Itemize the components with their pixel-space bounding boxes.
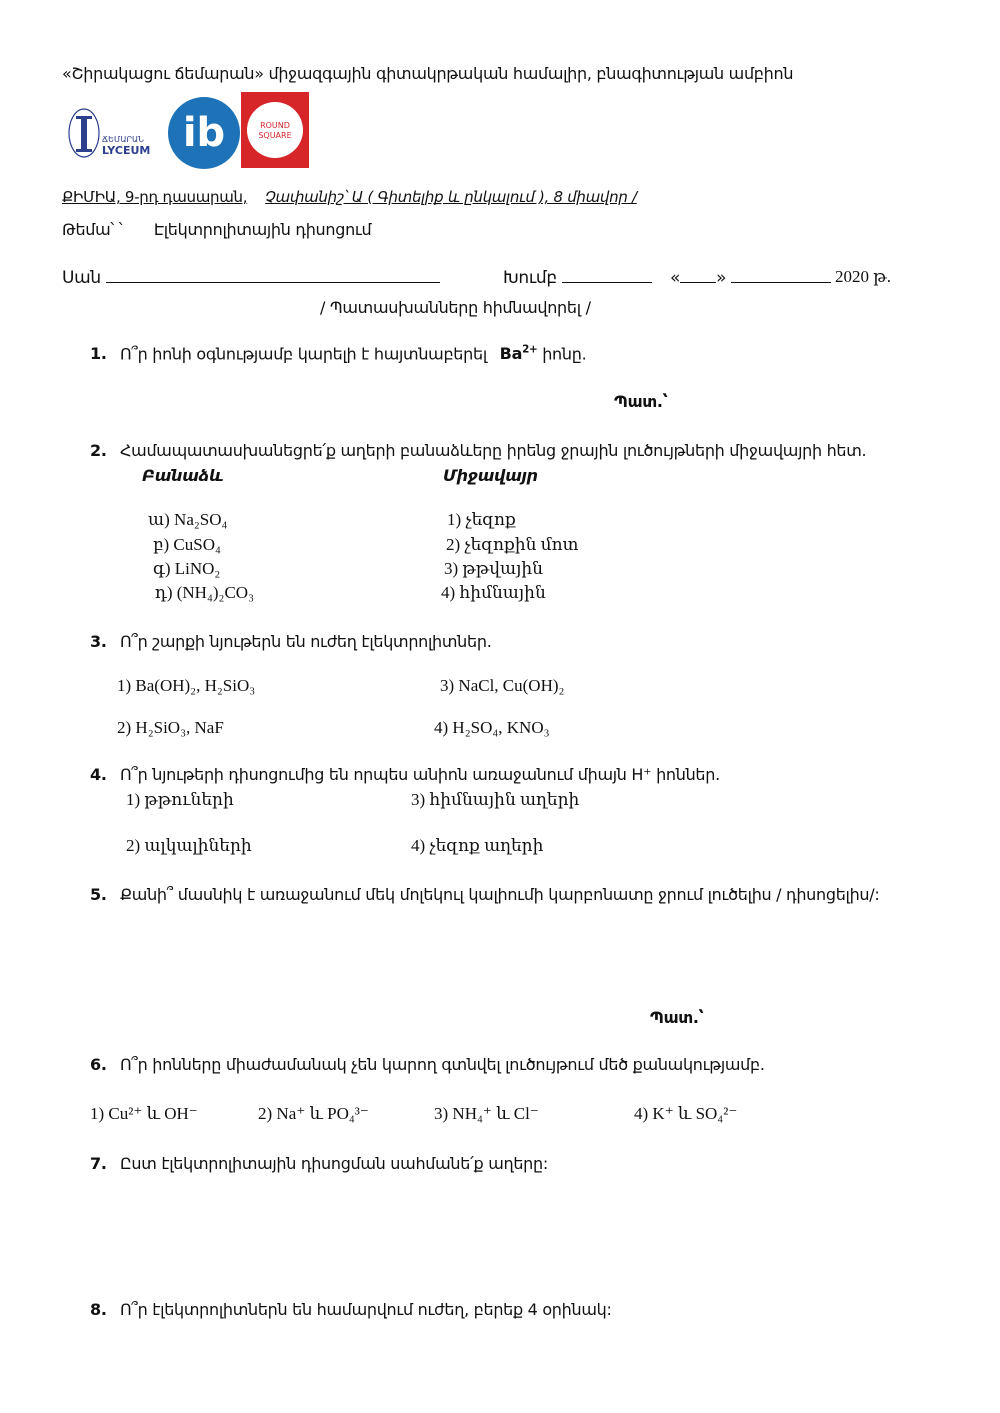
q4-option[interactable]: 3) հիմնային աղերի [411,790,580,809]
name-input-line[interactable] [106,268,440,283]
lyceum-logo [66,106,166,160]
date-field-row [670,268,831,288]
q5-text: Քանի՞ մասնիկ է առաջանում մեկ մոլեկուլ կալիումի կարբոնատը ջրում լուծելիս / դիսոցելիս/: [120,885,880,904]
lyceum-name: ՃԵՄԱՐԱՆ [102,135,144,144]
question-8 [90,1300,612,1319]
q2-col1-header: Բանաձև [142,466,224,485]
q2-formula: դ) (NH₄)₂CO₃ [155,583,255,602]
q3-option[interactable]: 2) H₂SiO₃, NaF [117,718,224,737]
q8-text: Ո՞ր էլեկտրոլիտներն են համարվում ուժեղ, բերեք 4 օրինակ: [120,1300,612,1319]
q2-text: Համապատասխանեցրե՛ք աղերի բանաձևերը իրենց ջրային լուծույթների միջավայրի հետ. [120,441,867,460]
q1-number: 1. [90,344,107,364]
name-label: Սան [62,268,101,288]
q2-medium: 3) թթվային [444,559,543,578]
q2-formula: ա) Na₂SO₄ [148,510,228,529]
ib-logo [167,96,241,170]
q6-option[interactable]: 1) Cu²⁺ և OH⁻ [90,1104,198,1123]
q2-number: 2. [90,441,107,460]
q5-number: 5. [90,885,107,904]
q7-number: 7. [90,1154,107,1173]
question-1 [90,344,586,363]
round-square-text-1: ROUND [260,121,290,130]
month-input-line[interactable] [731,268,831,283]
lyceum-en: LYCEUM [102,144,151,157]
q8-number: 8. [90,1300,107,1319]
q5-answer-label: Պատ.՝ [650,1008,704,1027]
q6-option[interactable]: 4) K⁺ և SO₄²⁻ [634,1104,738,1123]
q2-medium: 1) չեզոք [447,510,516,529]
q6-number: 6. [90,1055,107,1074]
date-close: » [716,268,727,288]
criterion-text: Չափանիշ՝ Ա ( Գիտելիք և ընկալում ), 8 միավոր / [265,188,637,206]
q4-number: 4. [90,765,107,784]
q1-answer-label: Պատ.՝ [614,392,668,411]
topic: Էլեկտրոլիտային դիսոցում [153,220,372,239]
q2-formula: բ) CuSO₄ [153,535,221,554]
question-5 [90,885,879,904]
ib-text: ib [182,110,226,156]
question-3 [90,632,491,651]
topic-line [62,220,371,239]
question-6 [90,1055,765,1074]
q4-text: Ո՞ր նյութերի դիսոցումից են որպես անիոն առաջանում միայն H⁺ իոններ. [120,765,720,784]
q6-option[interactable]: 2) Na⁺ և PO₄³⁻ [258,1104,369,1123]
question-7 [90,1154,548,1173]
q1-tail: իոնը. [542,344,587,364]
q1-text: Ո՞ր իոնի օգնությամբ կարելի է հայտնաբերել [120,344,487,364]
date-open: « [670,268,681,288]
group-field-row [503,268,652,288]
instruction: / Պատասխանները հիմնավորել / [320,298,591,317]
question-4 [90,765,720,784]
q4-option[interactable]: 4) չեզոք աղերի [411,836,544,855]
round-square-text-2: SQUARE [258,131,292,140]
year: 2020 թ. [835,267,891,286]
q2-medium: 4) հիմնային [441,583,546,602]
q3-option[interactable]: 4) H₂SO₄, KNO₃ [434,718,550,737]
q2-formula: գ) LiNO₂ [153,559,221,578]
q1-ion-charge: 2+ [522,344,538,356]
name-field-row [62,268,440,288]
day-input-line[interactable] [680,268,716,283]
topic-label: Թեմա՝ ՝ [62,220,123,239]
q3-number: 3. [90,632,107,651]
q3-option[interactable]: 3) NaCl, Cu(OH)₂ [440,676,565,695]
q7-text: Ըստ էլեկտրոլիտային դիսոցման սահմանե՛ք աղերը: [120,1154,548,1173]
q4-option[interactable]: 2) ալկալիների [126,836,252,855]
q2-medium: 2) չեզոքին մոտ [446,535,579,554]
q3-option[interactable]: 1) Ba(OH)₂, H₂SiO₃ [117,676,256,695]
school-header: «Շիրակացու ճեմարան» միջազգային գիտակրթական համալիր, բնագիտության ամբիոն [62,64,794,83]
q4-option[interactable]: 1) թթուների [126,790,234,809]
q2-col2-header: Միջավայր [443,466,538,485]
group-input-line[interactable] [562,268,652,283]
q6-option[interactable]: 3) NH₄⁺ և Cl⁻ [434,1104,539,1123]
q1-ion: Ba [499,344,523,364]
question-2 [90,441,866,460]
q6-text: Ո՞ր իոնները միաժամանակ չեն կարող գտնվել լուծույթում մեծ քանակությամբ. [120,1055,765,1074]
round-square-logo [241,92,309,168]
q3-text: Ո՞ր շարքի նյութերն են ուժեղ էլեկտրոլիտներ. [120,632,492,651]
subject-line [62,188,637,206]
group-label: Խումբ [503,268,557,288]
subject-text: ՔԻՄԻԱ, 9-րդ դասարան, [62,188,248,206]
